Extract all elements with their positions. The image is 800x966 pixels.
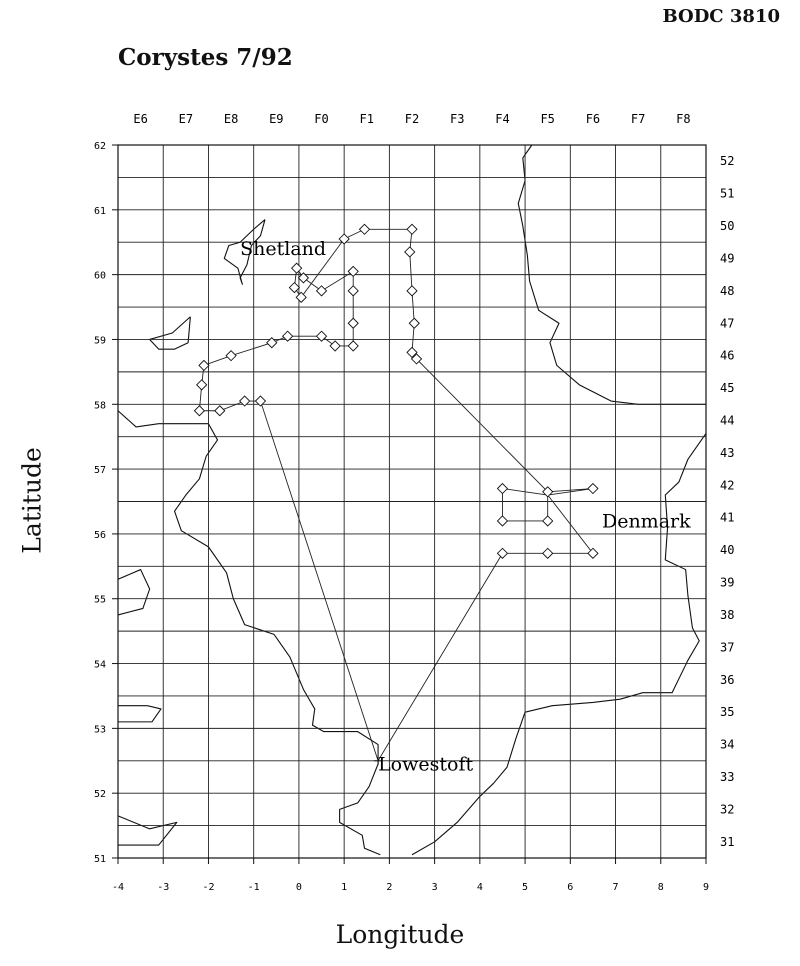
ices-row-label: 36	[720, 672, 735, 687]
y-tick-label: 61	[93, 205, 106, 217]
x-tick-label: 3	[431, 882, 438, 893]
ices-row-label: 35	[720, 705, 735, 720]
ices-row-label: 48	[720, 283, 735, 298]
coastline-1	[412, 433, 706, 854]
x-tick-label: 5	[522, 882, 529, 893]
ices-row-label: 33	[720, 769, 735, 784]
ices-row-label: 41	[720, 510, 735, 525]
place-label-shetland: Shetland	[240, 238, 327, 261]
coastline-4	[150, 317, 191, 349]
station-marker	[215, 406, 225, 416]
x-tick-label: 9	[702, 882, 710, 893]
station-marker	[348, 318, 358, 328]
x-tick-label: 6	[567, 882, 574, 893]
ices-row-label: 45	[720, 381, 735, 396]
coastline-0	[118, 411, 380, 855]
ices-column-label: F5	[540, 112, 555, 126]
x-tick-label: 4	[476, 882, 483, 893]
station-marker	[226, 351, 236, 361]
ices-column-label: F1	[359, 112, 374, 126]
y-tick-label: 51	[93, 854, 106, 865]
ices-row-label: 44	[720, 413, 735, 428]
bodc-reference: BODC 3810	[662, 6, 780, 27]
cruise-track	[199, 229, 593, 761]
y-tick-label: 52	[93, 789, 106, 801]
ices-row-label: 49	[720, 251, 735, 266]
x-tick-label: -4	[111, 882, 125, 893]
station-marker	[360, 224, 370, 234]
station-marker	[405, 247, 415, 257]
station-marker	[197, 380, 207, 390]
station-marker	[497, 516, 507, 526]
ices-column-label: E8	[223, 112, 239, 126]
ices-column-label: E7	[178, 112, 194, 126]
ices-row-label: 39	[720, 575, 735, 590]
coastline-5	[118, 816, 177, 845]
ices-row-label: 50	[720, 219, 735, 234]
station-marker	[330, 341, 340, 351]
ices-column-label: F2	[404, 112, 420, 126]
station-marker	[588, 484, 598, 494]
ices-column-label: F7	[630, 112, 646, 126]
y-tick-label: 62	[93, 141, 106, 152]
y-tick-label: 60	[93, 270, 106, 282]
ices-column-label: F6	[585, 112, 601, 126]
ices-row-label: 32	[720, 802, 735, 817]
station-marker	[289, 283, 299, 293]
station-marker	[348, 286, 358, 296]
ices-column-label: E6	[133, 112, 148, 126]
ices-row-label: 52	[720, 154, 735, 169]
x-tick-label: 1	[341, 882, 348, 893]
x-tick-label: -2	[202, 882, 215, 893]
station-marker	[317, 286, 327, 296]
ices-row-label: 40	[720, 543, 735, 558]
x-axis-title: Longitude	[335, 920, 465, 949]
station-marker	[409, 318, 419, 328]
station-marker	[348, 341, 358, 351]
ices-row-label: 34	[720, 737, 735, 752]
cruise-title: Corystes 7/92	[118, 44, 293, 71]
ices-row-label: 47	[720, 316, 735, 331]
station-marker	[407, 224, 417, 234]
x-tick-label: 0	[295, 882, 302, 893]
station-marker	[588, 548, 598, 558]
x-tick-label: -1	[247, 882, 260, 893]
y-tick-label: 57	[93, 465, 106, 477]
station-marker	[543, 516, 553, 526]
coastline-6	[118, 570, 150, 615]
y-axis-title: Latitude	[17, 447, 47, 554]
ices-row-label: 43	[720, 445, 735, 460]
ices-column-label: F4	[495, 112, 510, 126]
x-tick-label: 7	[612, 882, 619, 893]
y-tick-label: 59	[93, 335, 106, 347]
ices-row-label: 46	[720, 348, 735, 363]
x-tick-label: 8	[657, 882, 664, 893]
station-marker	[543, 548, 553, 558]
station-marker	[292, 263, 302, 273]
station-marker	[407, 286, 417, 296]
cruise-track-line	[199, 229, 593, 761]
place-labels	[240, 238, 691, 775]
ices-row-label: 31	[720, 834, 735, 849]
station-marker	[194, 406, 204, 416]
station-marker	[497, 484, 507, 494]
place-label-lowestoft: Lowestoft	[378, 753, 474, 776]
ices-column-label: F8	[676, 112, 691, 126]
ices-row-label: 42	[720, 478, 735, 493]
place-label-denmark: Denmark	[601, 510, 691, 533]
x-tick-label: 2	[386, 882, 393, 893]
x-tick-label: -3	[157, 882, 170, 893]
ices-column-label: E9	[269, 112, 284, 126]
coastline-7	[118, 706, 161, 722]
ices-column-label: F0	[314, 112, 329, 126]
station-marker	[497, 548, 507, 558]
ices-row-label: 51	[720, 186, 735, 201]
ices-row-label: 38	[720, 607, 735, 622]
y-tick-label: 56	[93, 529, 106, 541]
station-marker	[296, 292, 306, 302]
y-tick-label: 55	[93, 594, 106, 606]
y-tick-label: 54	[93, 659, 106, 671]
ices-column-label: F3	[450, 112, 465, 126]
y-tick-label: 53	[93, 724, 106, 736]
y-tick-label: 58	[93, 400, 106, 412]
ices-row-label: 37	[720, 640, 735, 655]
station-marker	[199, 360, 209, 370]
